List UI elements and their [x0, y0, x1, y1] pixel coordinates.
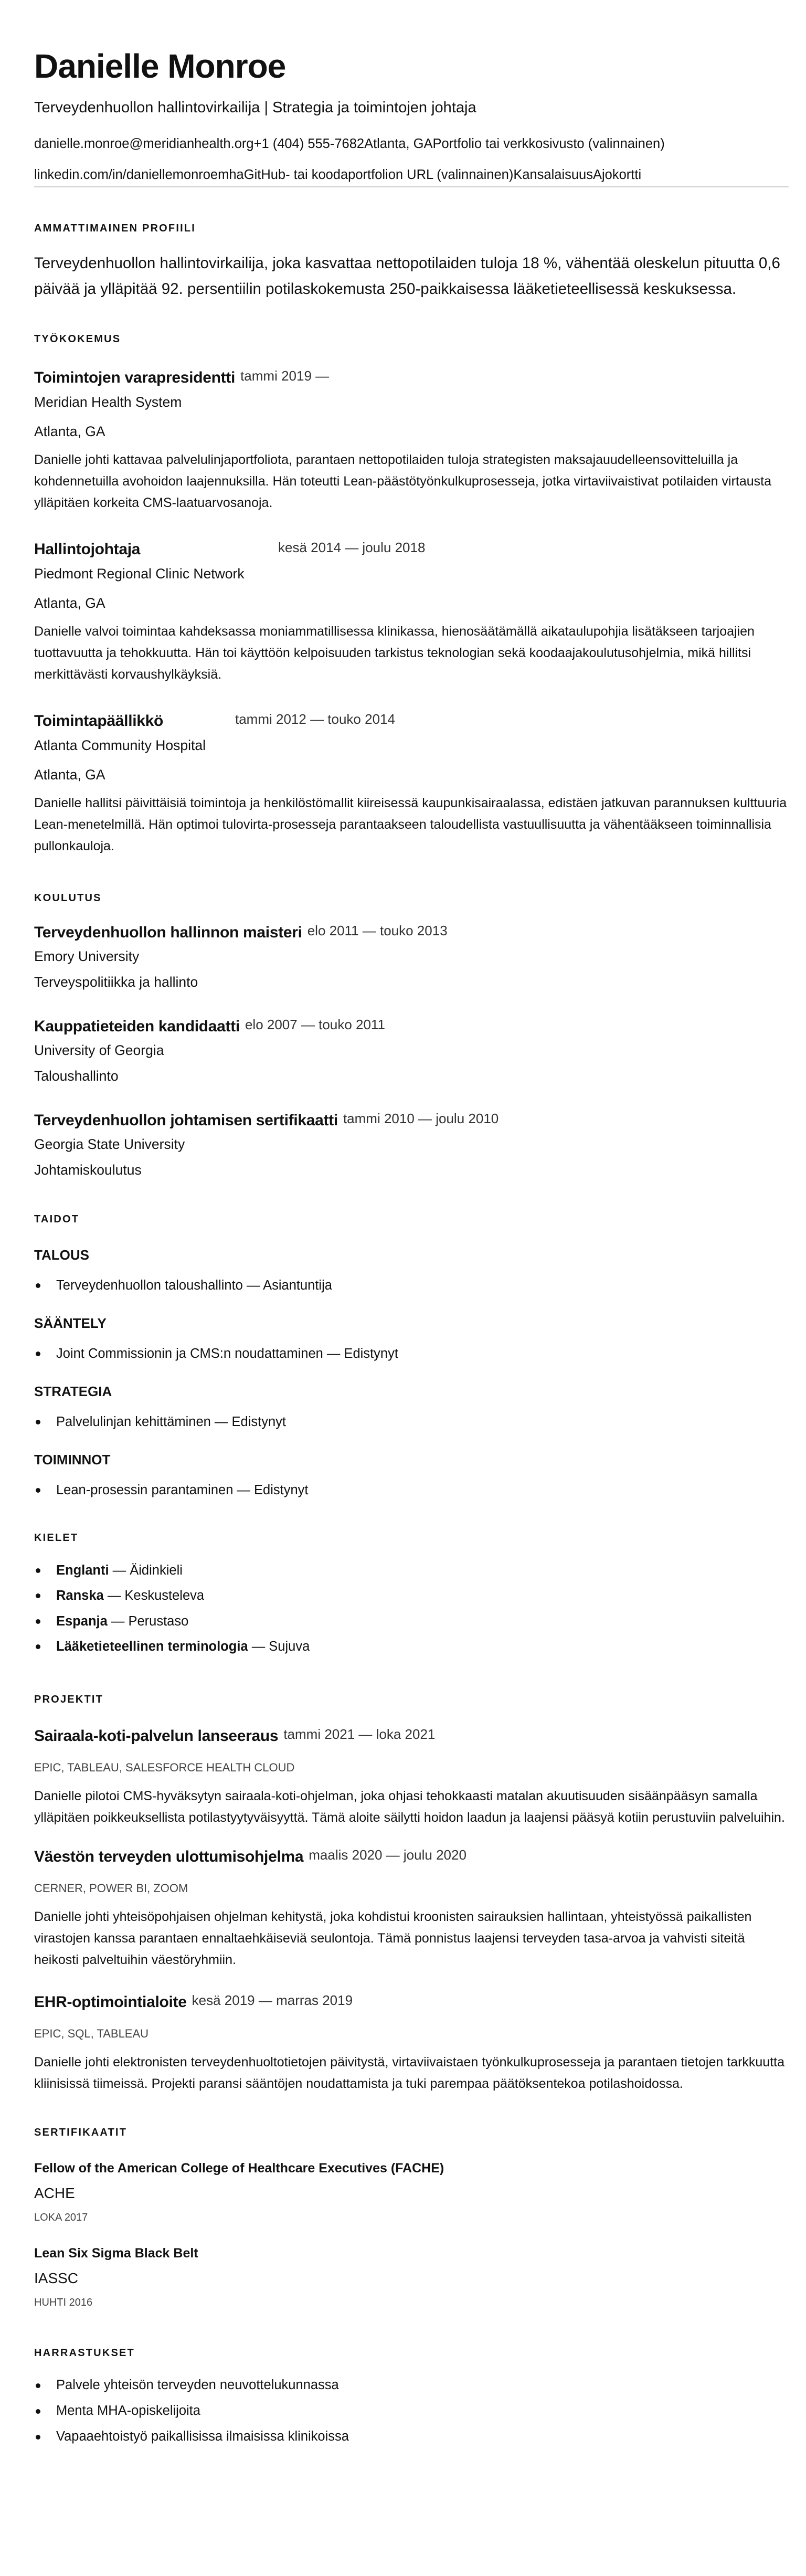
job-company: Meridian Health System — [34, 394, 182, 410]
contact-github[interactable]: GitHub- tai koodaportfolion URL (valinnainen) — [243, 167, 514, 182]
section-heading: KOULUTUS — [34, 892, 102, 904]
contact-license: Ajokortti — [593, 167, 642, 182]
contact-portfolio[interactable]: Portfolio tai verkkosivusto (valinnainen) — [432, 136, 665, 151]
language-level: — Äidinkieli — [109, 1563, 183, 1578]
project-tech: EPIC, TABLEAU, SALESFORCE HEALTH CLOUD — [34, 1761, 295, 1775]
section-heading: AMMATTIMAINEN PROFIILI — [34, 223, 196, 234]
contact-phone[interactable]: +1 (404) 555-7682 — [253, 136, 365, 151]
education-title-row — [34, 922, 789, 943]
skill-category: TOIMINNOT — [34, 1452, 111, 1468]
experience-item — [34, 539, 789, 685]
degree-dates: elo 2011 — touko 2013 — [307, 923, 448, 938]
certification-name: Lean Six Sigma Black Belt — [34, 2246, 198, 2261]
project-description: Danielle johti elektronisten terveydenhuoltotietojen päivitystä, virtaviivaistaen työnkulkuprosesseja ja parantaen tietojen tarkkuutta kliinisissä tiimeissä. Projekti paransi sääntöjen noudattamista ja tuki parempaa päätöksentekoa potilashoidossa. — [34, 2055, 784, 2092]
resume-header — [34, 45, 789, 187]
projects-section — [34, 1692, 789, 2095]
section-heading: HARRASTUKSET — [34, 2347, 135, 2359]
candidate-name: Danielle Monroe — [34, 47, 286, 85]
language-level: — Perustaso — [107, 1613, 189, 1629]
education-title-row — [34, 1016, 789, 1037]
experience-title-row — [34, 711, 789, 732]
project-tech: CERNER, POWER BI, ZOOM — [34, 1882, 188, 1895]
education-item — [34, 922, 789, 991]
education-section — [34, 890, 789, 1179]
language-level: — Keskusteleva — [103, 1588, 205, 1603]
project-description: Danielle pilotoi CMS-hyväksytyn sairaala-koti-ohjelman, joka ohjasi tehokkaasti matalan akuutisuuden sisäänpääsyn samalla ylläpitäen poikkeuksellista potilastyytyväisyyttä. Tämä aloite säilytti hoidon laadun ja laajensi pääsyä kotiin perustuviin palveluihin. — [34, 1789, 785, 1825]
job-title: Hallintojohtaja — [34, 541, 141, 558]
section-heading: TYÖKOKEMUS — [34, 333, 121, 345]
contact-linkedin[interactable]: linkedin.com/in/daniellemonroemha — [34, 167, 244, 182]
project-title-row — [34, 1846, 789, 1867]
skill-item: Palvelulinjan kehittäminen — Edistynyt — [34, 1412, 789, 1431]
project-title-row — [34, 1726, 789, 1747]
section-heading: TAIDOT — [34, 1213, 80, 1225]
education-title-row — [34, 1110, 789, 1131]
interests-section — [34, 2345, 789, 2450]
education-item — [34, 1110, 789, 1179]
skill-category: STRATEGIA — [34, 1384, 112, 1399]
job-location: Atlanta, GA — [34, 424, 105, 439]
job-company: Piedmont Regional Clinic Network — [34, 566, 245, 582]
skill-list — [34, 1481, 789, 1500]
project-title: Sairaala-koti-palvelun lanseeraus — [34, 1727, 279, 1745]
job-title: Toimintapäällikkö — [34, 712, 164, 730]
job-dates: tammi 2019 — — [240, 368, 330, 384]
language-name: Lääketieteellinen terminologia — [56, 1639, 248, 1654]
skill-category: SÄÄNTELY — [34, 1315, 107, 1331]
certification-issuer: ACHE — [34, 2185, 75, 2202]
language-name: Englanti — [56, 1563, 109, 1578]
contact-row — [34, 132, 789, 155]
language-name: Espanja — [56, 1613, 108, 1629]
degree-title: Kauppatieteiden kandidaatti — [34, 1018, 240, 1035]
project-title: Väestön terveyden ulottumisohjelma — [34, 1848, 304, 1866]
field-of-study: Terveyspolitiikka ja hallinto — [34, 974, 198, 990]
section-heading: PROJEKTIT — [34, 1694, 104, 1706]
interest-list — [34, 2372, 789, 2450]
languages-section — [34, 1530, 789, 1659]
school-name: Georgia State University — [34, 1136, 185, 1152]
experience-item — [34, 711, 789, 857]
project-dates: tammi 2021 — loka 2021 — [283, 1726, 436, 1743]
project-title: EHR-optimointialoite — [34, 1993, 187, 2011]
certification-date: HUHTI 2016 — [34, 2297, 93, 2309]
certification-issuer: IASSC — [34, 2270, 79, 2287]
candidate-headline: Terveydenhuollon hallintovirkailija | Strategia ja toimintojen johtaja — [34, 99, 476, 116]
project-dates: maalis 2020 — joulu 2020 — [309, 1847, 466, 1863]
field-of-study: Taloushallinto — [34, 1068, 119, 1084]
contact-row — [34, 163, 789, 186]
education-item — [34, 1016, 789, 1085]
language-level: — Sujuva — [248, 1639, 310, 1654]
job-location: Atlanta, GA — [34, 595, 105, 611]
contact-citizenship: Kansalaisuus — [513, 167, 593, 182]
language-item — [34, 1634, 789, 1659]
school-name: Emory University — [34, 948, 140, 964]
project-title-row — [34, 1992, 789, 2013]
certification-date: LOKA 2017 — [34, 2212, 88, 2224]
job-company: Atlanta Community Hospital — [34, 737, 206, 753]
job-description: Danielle valvoi toimintaa kahdeksassa moniammatillisessa klinikassa, hienosäätämällä aikataulupohjia lisätäkseen tarjoajien tuottavuutta ja tehokkuutta. Hän toi käyttöön kelpoisuuden tarkistus teknologian sekä koodaajakoulutusohjelmia, mikä hillitsi merkittävästi korvaushylkäyksiä. — [34, 624, 755, 682]
language-item — [34, 1609, 789, 1634]
job-description: Danielle johti kattavaa palvelulinjaportfoliota, parantaen nettopotilaiden tuloja strategisten maksajauudelleensovitteluilla ja kohdennetuilla avohoidon laajennuksilla. Hän toteutti Lean-päästötyönkulkuprosesseja, jotka virtaviivaistivat potilaiden virtausta ylläpitäen korkeita CMS-laatuarvosanoja. — [34, 452, 772, 510]
skills-section — [34, 1211, 789, 1500]
degree-dates: tammi 2010 — joulu 2010 — [343, 1111, 499, 1126]
skill-item: Terveydenhuollon taloushallinto — Asiantuntija — [34, 1276, 789, 1295]
skill-list — [34, 1412, 789, 1431]
skill-category: TALOUS — [34, 1247, 89, 1263]
contact-info — [34, 132, 789, 187]
degree-title: Terveydenhuollon johtamisen sertifikaatti — [34, 1112, 338, 1129]
job-title: Toimintojen varapresidentti — [34, 369, 236, 386]
certification-item — [34, 2159, 789, 2225]
job-description: Danielle hallitsi päivittäisiä toimintoja ja henkilöstömallit kiireisessä kaupunkisairaalassa, edistäen jatkuvan parannuksen kulttuuria Lean-menetelmillä. Hän optimoi tulovirta-prosesseja parantaakseen taloudellista vastuullisuutta ja vähentääkseen toiminnallisia pullonkauloja. — [34, 796, 787, 853]
section-heading: SERTIFIKAATIT — [34, 2127, 128, 2139]
skill-list — [34, 1276, 789, 1295]
language-item — [34, 1583, 789, 1608]
experience-title-row — [34, 367, 789, 388]
language-name: Ranska — [56, 1588, 104, 1603]
skill-item: Lean-prosessin parantaminen — Edistynyt — [34, 1481, 789, 1500]
certification-name: Fellow of the American College of Healthcare Executives (FACHE) — [34, 2161, 444, 2176]
contact-email[interactable]: danielle.monroe@meridianhealth.org — [34, 136, 254, 151]
job-dates: kesä 2014 — joulu 2018 — [278, 540, 426, 555]
project-item — [34, 1992, 789, 2095]
language-list — [34, 1558, 789, 1659]
project-tech: EPIC, SQL, TABLEAU — [34, 2027, 149, 2041]
interest-item: Palvele yhteisön terveyden neuvottelukunnassa — [34, 2372, 789, 2398]
certification-item — [34, 2244, 789, 2310]
certifications-section — [34, 2125, 789, 2310]
job-dates: tammi 2012 — touko 2014 — [235, 711, 395, 727]
project-description: Danielle johti yhteisöpohjaisen ohjelman kehitystä, joka kohdistui kroonisten sairauksien hallintaan, yhteistyössä paikallisten virastojen kanssa parantaen ennaltaehkäiseviä seulontoja. Tämä ponnistus laajensi terveyden tasa-arvoa ja vahvisti siteitä heikosti palveltuihin väestöryhmiin. — [34, 1909, 752, 1968]
profile-section — [34, 220, 789, 302]
school-name: University of Georgia — [34, 1042, 164, 1058]
project-item — [34, 1846, 789, 1971]
interest-item: Menta MHA-opiskelijoita — [34, 2398, 789, 2424]
job-location: Atlanta, GA — [34, 767, 105, 783]
interest-item: Vapaaehtoistyö paikallisissa ilmaisissa klinikoissa — [34, 2424, 789, 2450]
experience-title-row — [34, 539, 789, 560]
experience-item — [34, 367, 789, 514]
field-of-study: Johtamiskoulutus — [34, 1162, 142, 1178]
skill-list — [34, 1344, 789, 1363]
contact-location: Atlanta, GA — [364, 136, 433, 151]
language-item — [34, 1558, 789, 1583]
section-heading: KIELET — [34, 1532, 79, 1544]
degree-dates: elo 2007 — touko 2011 — [245, 1017, 385, 1032]
project-item — [34, 1726, 789, 1829]
degree-title: Terveydenhuollon hallinnon maisteri — [34, 924, 302, 941]
profile-summary: Terveydenhuollon hallintovirkailija, joka kasvattaa nettopotilaiden tuloja 18 %, vähentää oleskelun pituutta 0,6 päivää ja ylläpitää 92. persentiilin potilaskokemusta 250-paikkaisessa lääketieteellisessä keskuksessa. — [34, 255, 780, 298]
skill-item: Joint Commissionin ja CMS:n noudattaminen — Edistynyt — [34, 1344, 789, 1363]
project-dates: kesä 2019 — marras 2019 — [192, 1992, 353, 2009]
experience-section — [34, 331, 789, 857]
